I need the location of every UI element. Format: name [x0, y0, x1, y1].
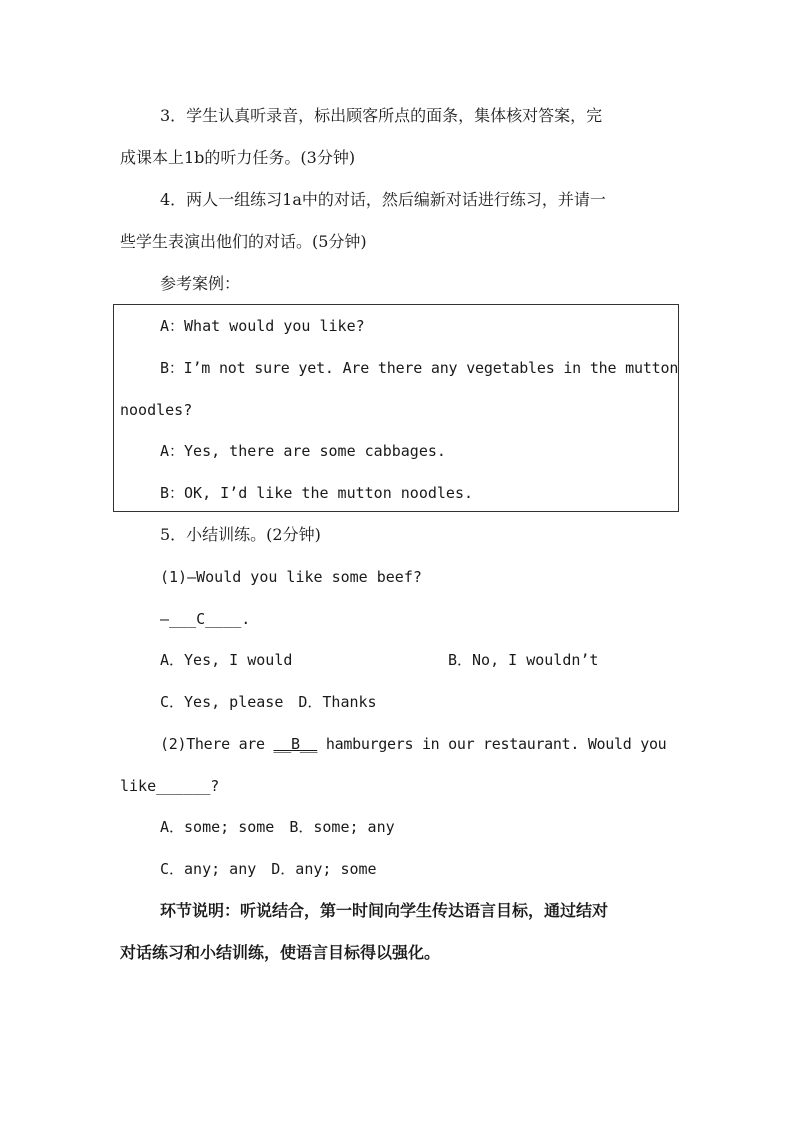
q1-question: (1)—Would you like some beef? [160, 568, 422, 586]
note-line2: 对话练习和小结训练，使语言目标得以强化。 [120, 943, 441, 962]
q2-options-ab: A．some; some B．some; any [160, 818, 395, 836]
step3-line2: 成课本上1b的听力任务。(3分钟) [120, 148, 356, 167]
q2-question-cont: like______? [120, 777, 220, 795]
q1-option-a: A．Yes, I would [160, 651, 293, 669]
q2-answer-blank: __B__ [273, 735, 318, 753]
step4-line1: 4．两人一组练习1a中的对话，然后编新对话进行练习，并请一 [160, 190, 606, 209]
q2-question [160, 734, 666, 754]
example-line-b2: B：OK, I’d like the mutton noodles. [160, 484, 474, 502]
example-line-b1: B：I’m not sure yet. Are there any vegetables in the mutton [160, 359, 679, 377]
q2-part1: (2)There are [160, 735, 274, 753]
reference-label: 参考案例： [160, 274, 241, 293]
q1-options-cd: C．Yes, please D．Thanks [160, 693, 377, 711]
q2-part2: hamburgers in our restaurant. Would you [317, 735, 667, 753]
q1-answer-blank: ___C____. [169, 610, 251, 628]
q1-answer-line [160, 609, 250, 629]
step4-line2: 些学生表演出他们的对话。(5分钟) [120, 232, 367, 251]
example-line-b1-cont: noodles? [120, 401, 193, 419]
step3-line1: 3．学生认真听录音，标出顾客所点的面条，集体核对答案，完 [160, 106, 603, 125]
step5-title: 5．小结训练。(2分钟) [160, 525, 321, 544]
example-line-a1: A：What would you like? [160, 317, 365, 335]
q1-answer-dash: — [160, 610, 170, 628]
q2-options-cd: C．any; any D．any; some [160, 860, 377, 878]
note-line1: 环节说明：听说结合，第一时间向学生传达语言目标，通过结对 [160, 901, 609, 920]
example-line-a2: A：Yes, there are some cabbages. [160, 442, 446, 460]
q1-option-b: B．No, I wouldn’t [448, 651, 599, 669]
